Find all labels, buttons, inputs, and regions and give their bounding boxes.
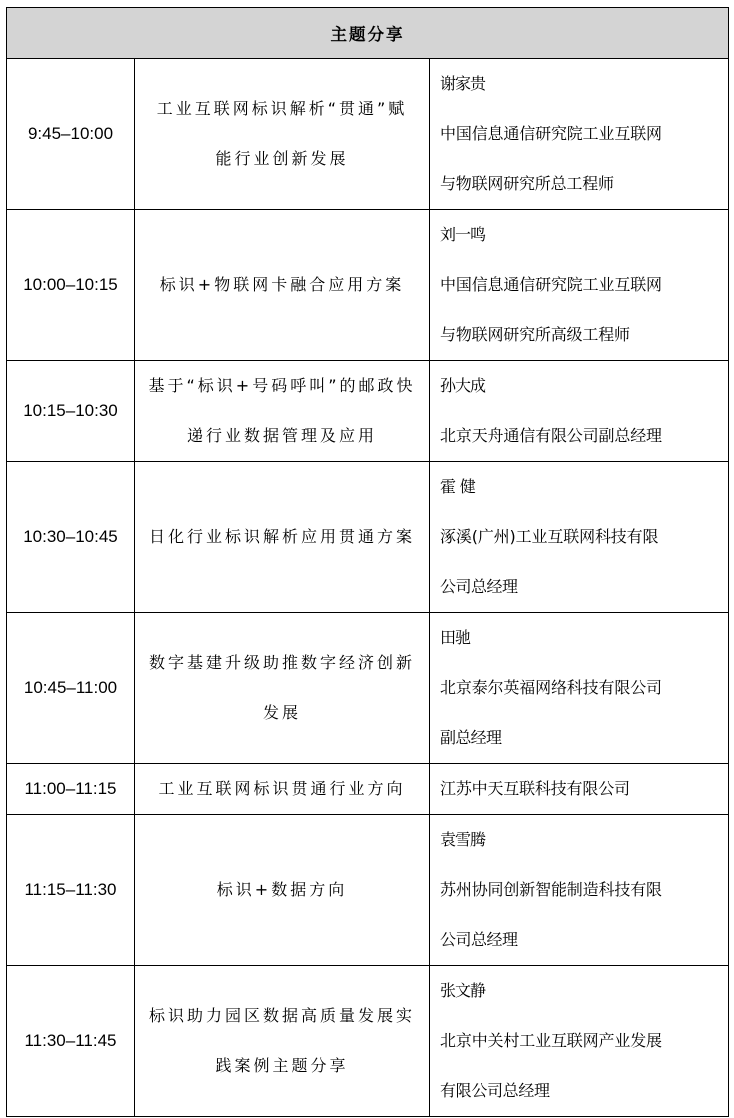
time-cell: 10:45–11:00	[7, 613, 135, 764]
speaker-name: 刘一鸣	[440, 225, 486, 244]
table-row	[7, 815, 729, 966]
time-cell: 9:45–10:00	[7, 59, 135, 210]
time-cell: 10:15–10:30	[7, 361, 135, 462]
speaker-affiliation: 副总经理	[440, 728, 502, 747]
speaker-affiliation: 与物联网研究所高级工程师	[440, 325, 630, 344]
speaker-affiliation: 江苏中天互联科技有限公司	[440, 779, 630, 798]
speaker-affiliation: 公司总经理	[440, 930, 518, 949]
speaker-affiliation: 与物联网研究所总工程师	[440, 174, 614, 193]
topic-line: 递行业数据管理及应用	[186, 426, 377, 445]
topic-line: 基于“标识+号码呼叫”的邮政快	[148, 376, 416, 395]
speaker-name: 孙大成	[440, 376, 486, 395]
topic-cell	[135, 462, 430, 613]
speaker-cell	[430, 361, 729, 462]
topic-cell	[135, 764, 430, 815]
speaker-name: 袁雪腾	[440, 830, 486, 849]
topic-line: 能行业创新发展	[215, 149, 349, 168]
speaker-name: 张文静	[440, 981, 486, 1000]
table-row	[7, 764, 729, 815]
speaker-cell	[430, 613, 729, 764]
topic-line: 数字基建升级助推数字经济创新	[148, 653, 415, 672]
table-row	[7, 613, 729, 764]
speaker-affiliation: 北京泰尔英福网络科技有限公司	[440, 678, 662, 697]
speaker-cell	[430, 966, 729, 1117]
topic-cell	[135, 966, 430, 1117]
speaker-affiliation: 北京天舟通信有限公司副总经理	[440, 426, 662, 445]
topic-cell	[135, 59, 430, 210]
speaker-name: 谢家贵	[440, 74, 486, 93]
speaker-affiliation: 有限公司总经理	[440, 1081, 550, 1100]
time-cell: 11:00–11:15	[7, 764, 135, 815]
topic-line: 工业互联网标识解析“贯通”赋	[156, 99, 408, 118]
topic-line: 工业互联网标识贯通行业方向	[158, 779, 406, 798]
time-cell: 10:30–10:45	[7, 462, 135, 613]
table-row	[7, 361, 729, 462]
table-row	[7, 210, 729, 361]
topic-cell	[135, 210, 430, 361]
topic-line: 发展	[262, 703, 301, 722]
speaker-cell	[430, 462, 729, 613]
topic-line: 标识+物联网卡融合应用方案	[159, 275, 405, 294]
table-header: 主题分享	[7, 8, 729, 59]
time-cell: 10:00–10:15	[7, 210, 135, 361]
table-body	[7, 59, 729, 1117]
time-cell: 11:30–11:45	[7, 966, 135, 1117]
schedule-table	[6, 7, 729, 1117]
speaker-affiliation: 苏州协同创新智能制造科技有限	[440, 880, 662, 899]
speaker-cell	[430, 764, 729, 815]
speaker-cell	[430, 815, 729, 966]
speaker-affiliation: 中国信息通信研究院工业互联网	[440, 275, 662, 294]
speaker-cell	[430, 59, 729, 210]
speaker-name: 霍 健	[440, 477, 476, 496]
table-row	[7, 966, 729, 1117]
topic-line: 标识助力园区数据高质量发展实	[148, 1006, 415, 1025]
speaker-affiliation: 涿溪(广州)工业互联网科技有限	[440, 527, 659, 546]
topic-cell	[135, 613, 430, 764]
table-row	[7, 462, 729, 613]
time-cell: 11:15–11:30	[7, 815, 135, 966]
table-row	[7, 59, 729, 210]
speaker-cell	[430, 210, 729, 361]
topic-line: 标识+数据方向	[216, 880, 348, 899]
topic-cell	[135, 815, 430, 966]
topic-line: 践案例主题分享	[215, 1056, 349, 1075]
speaker-affiliation: 北京中关村工业互联网产业发展	[440, 1031, 662, 1050]
speaker-name: 田驰	[440, 628, 471, 647]
speaker-affiliation: 公司总经理	[440, 577, 518, 596]
topic-cell	[135, 361, 430, 462]
topic-line: 日化行业标识解析应用贯通方案	[148, 527, 415, 546]
speaker-affiliation: 中国信息通信研究院工业互联网	[440, 124, 662, 143]
